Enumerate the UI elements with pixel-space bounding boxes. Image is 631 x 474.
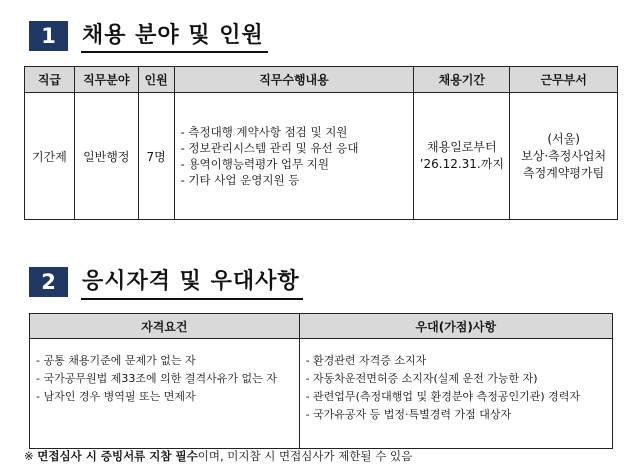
header-field: 직무분야 <box>74 67 138 93</box>
cell-duties <box>174 93 414 220</box>
duty-item: - 정보관리시스템 관리 및 유선 응대 <box>180 141 359 155</box>
section-2-header <box>29 263 300 297</box>
cell-grade: 기간제 <box>25 93 75 220</box>
department-line: 보상·측정사업처 <box>521 148 607 163</box>
header-preferences: 우대(가점)사항 <box>299 314 612 339</box>
preference-item: - 관련업무(측정대행업 및 환경분야 측정공인기관) 경력자 <box>305 390 581 403</box>
recruitment-table <box>24 66 618 220</box>
table-header-row <box>30 314 613 339</box>
cell-preferences <box>299 339 612 449</box>
period-line: ’26.12.31.까지 <box>419 157 504 171</box>
cell-period <box>414 93 510 220</box>
cell-department <box>510 93 618 220</box>
preference-item: - 자동차운전면허증 소지자(실제 운전 가능한 자) <box>305 372 538 385</box>
header-duties: 직무수행내용 <box>174 67 414 93</box>
section-2-number: 2 <box>29 267 68 297</box>
footnote <box>24 448 412 464</box>
note-bold: 면접심사 시 증빙서류 지참 필수 <box>37 449 198 463</box>
department-line: 측정계약평가팀 <box>523 165 605 180</box>
requirement-item: - 국가공무원법 제33조에 의한 결격사유가 없는 자 <box>36 372 277 385</box>
table-header-row <box>25 67 618 93</box>
department-line: (서울) <box>547 131 580 146</box>
section-2-title: 응시자격 및 우대사항 <box>82 269 300 294</box>
duty-item: - 기타 사업 운영지원 등 <box>180 173 300 187</box>
duty-item: - 용역이행능력평가 업무 지원 <box>180 157 330 171</box>
section-1-number: 1 <box>29 21 68 51</box>
cell-field: 일반행정 <box>74 93 138 220</box>
period-line: 채용일로부터 <box>427 140 497 154</box>
table-row <box>30 339 613 449</box>
header-requirements: 자격요건 <box>30 314 300 339</box>
section-2-underline <box>81 298 303 300</box>
header-grade: 직급 <box>25 67 75 93</box>
note-prefix: ※ <box>24 449 38 463</box>
cell-requirements <box>30 339 300 449</box>
note-rest: 이며, 미지참 시 면접심사가 제한될 수 있음 <box>197 449 413 463</box>
duty-item: - 측정대행 계약사항 점검 및 지원 <box>180 125 348 139</box>
header-period: 채용기간 <box>414 67 510 93</box>
qualification-table <box>29 313 613 449</box>
preference-item: - 국가유공자 등 법정·특별경력 가점 대상자 <box>305 408 512 421</box>
section-1-title: 채용 분야 및 인원 <box>82 23 264 48</box>
header-department: 근무부서 <box>510 67 618 93</box>
header-count: 인원 <box>138 67 174 93</box>
requirement-item: - 공통 채용기준에 문제가 없는 자 <box>36 354 196 367</box>
requirement-item: - 남자인 경우 병역필 또는 면제자 <box>36 390 196 403</box>
preference-item: - 환경관련 자격증 소지자 <box>305 354 427 367</box>
section-1-header <box>29 17 264 51</box>
section-1-underline <box>81 51 268 53</box>
table-row <box>25 93 618 220</box>
cell-count: 7명 <box>138 93 174 220</box>
